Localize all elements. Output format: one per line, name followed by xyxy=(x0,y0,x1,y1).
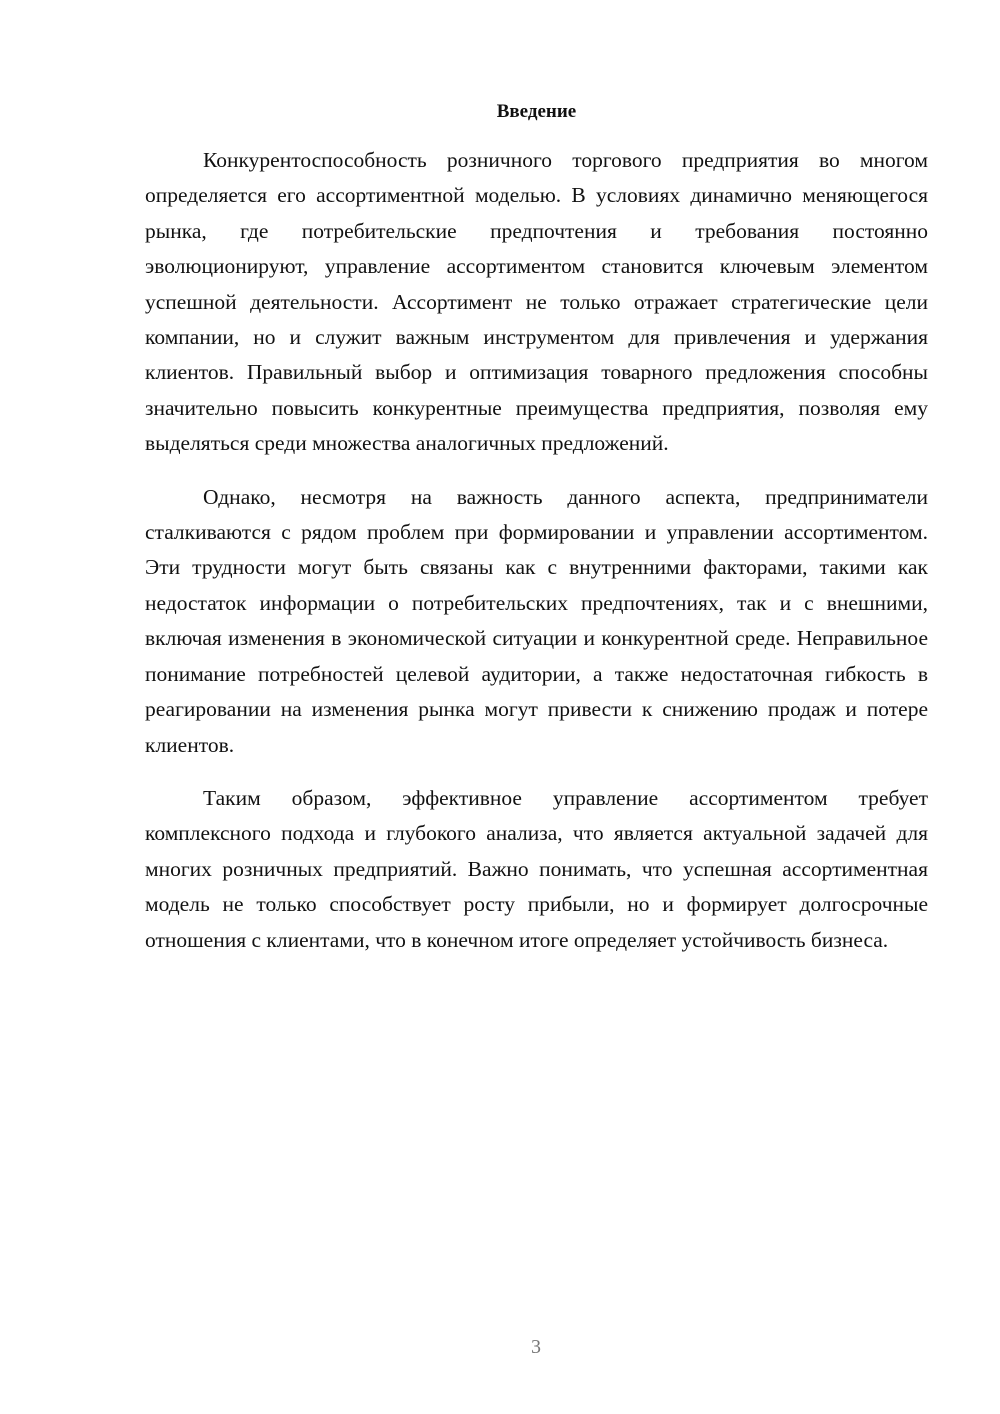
body-text xyxy=(145,143,928,976)
paragraph-2: Однако, несмотря на важность данного аспекта, предприниматели сталкиваются с рядом проблем при формировании и управлении ассортиментом. Эти трудности могут быть связаны как с внутренними факторами, такими как недостаток информации о потребительских предпочтениях, так и с внешними, включая изменения в экономической ситуации и конкурентной среде. Неправильное понимание потребностей целевой аудитории, а также недостаточная гибкость в реагировании на изменения рынка могут привести к снижению продаж и потере клиентов. xyxy=(145,484,928,757)
paragraph-1: Конкурентоспособность розничного торгового предприятия во многом определяется его ассортиментной моделью. В условиях динамично меняющегося рынка, где потребительские предпочтения и требования постоянно эволюционируют, управление ассортиментом становится ключевым элементом успешной деятельности. Ассортимент не только отражает стратегические цели компании, но и служит важным инструментом для привлечения и удержания клиентов. Правильный выбор и оптимизация товарного предложения способны значительно повысить конкурентные преимущества предприятия, позволяя ему выделяться среди множества аналогичных предложений. xyxy=(145,148,928,456)
paragraph-3: Таким образом, эффективное управление ассортиментом требует комплексного подхода и глубокого анализа, что является актуальной задачей для многих розничных предприятий. Важно понимать, что успешная ассортиментная модель не только способствует росту прибыли, но и формирует долгосрочные отношения с клиентами, что в конечном итоге определяет устойчивость бизнеса. xyxy=(145,785,928,952)
page-number: 3 xyxy=(531,1336,541,1358)
section-heading: Введение xyxy=(496,101,577,122)
